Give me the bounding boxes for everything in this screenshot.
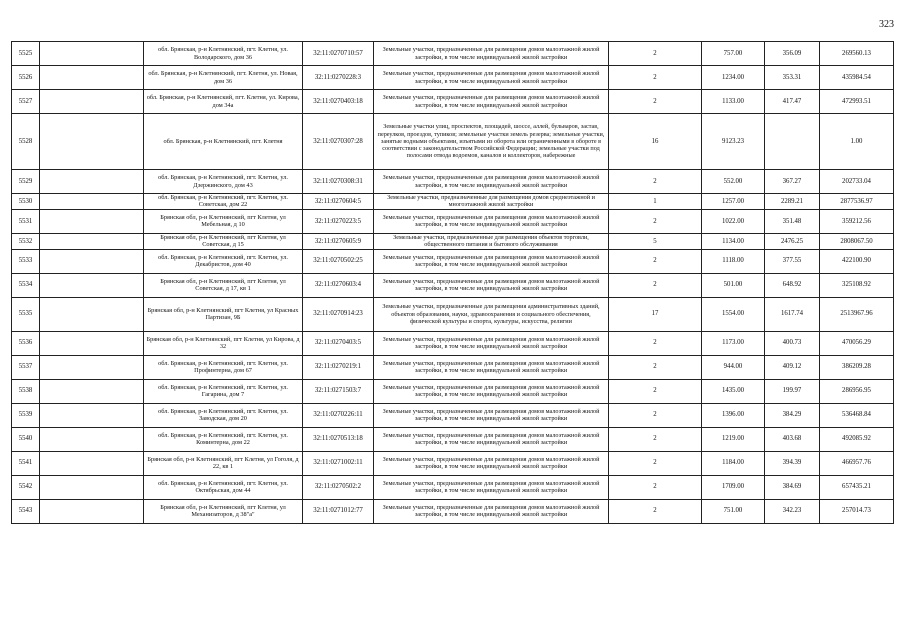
use-group-cell: 2 (609, 170, 702, 194)
area-cell: 757.00 (702, 42, 765, 66)
cadastral-number-cell: 32:11:0270502:2 (303, 475, 374, 499)
table-row (12, 451, 894, 475)
address-cell: обл. Брянская, р-н Клетнянский, пгт. Клетня, ул. Октябрьская, дом 44 (144, 475, 303, 499)
specific-value-cell: 417.47 (765, 90, 820, 114)
use-group-cell: 2 (609, 42, 702, 66)
blank-cell (40, 90, 144, 114)
use-group-cell: 2 (609, 403, 702, 427)
area-cell: 501.00 (702, 273, 765, 297)
row-number-cell: 5529 (12, 170, 40, 194)
cadastral-number-cell: 32:11:0271503:7 (303, 379, 374, 403)
table-row (12, 403, 894, 427)
cadastral-number-cell: 32:11:0270605:9 (303, 233, 374, 249)
table-row (12, 194, 894, 210)
address-cell: обл. Брянская, р-н Клетнянский, пгт. Клетня, ул. Володарского, дом 36 (144, 42, 303, 66)
row-number-cell: 5536 (12, 331, 40, 355)
specific-value-cell: 356.09 (765, 42, 820, 66)
use-group-cell: 2 (609, 90, 702, 114)
specific-value-cell: 353.31 (765, 66, 820, 90)
row-number-cell: 5539 (12, 403, 40, 427)
blank-cell (40, 249, 144, 273)
specific-value-cell: 351.48 (765, 209, 820, 233)
table-row (12, 233, 894, 249)
cadastral-number-cell: 32:11:0270914:23 (303, 297, 374, 331)
cadastral-value-cell: 202733.04 (820, 170, 894, 194)
cadastral-value-cell: 2877536.97 (820, 194, 894, 210)
land-use-cell: Земельные участки, предназначенные для размещения домов малоэтажной жилой застройки, в том числе индивидуальной жилой застройки (374, 403, 609, 427)
address-cell: обл. Брянская, р-н Клетнянский, пгт. Клетня, ул. Кирова, дом 34а (144, 90, 303, 114)
use-group-cell: 16 (609, 114, 702, 170)
cadastral-number-cell: 32:11:0270228:3 (303, 66, 374, 90)
cadastral-value-cell: 435984.54 (820, 66, 894, 90)
row-number-cell: 5537 (12, 355, 40, 379)
land-use-cell: Земельные участки, предназначенные для размещения домов малоэтажной жилой застройки, в том числе индивидуальной жилой застройки (374, 249, 609, 273)
land-use-cell: Земельные участки, предназначенные для размещения домов малоэтажной жилой застройки, в том числе индивидуальной жилой застройки (374, 273, 609, 297)
cadastral-value-table (11, 41, 894, 524)
specific-value-cell: 377.55 (765, 249, 820, 273)
blank-cell (40, 451, 144, 475)
address-cell: Брянская обл, р-н Клетнянский, пгт Клетня, ул Мебельная, д 10 (144, 209, 303, 233)
address-cell: обл. Брянская, р-н Клетнянский, пгт. Клетня, ул. Советская, дом 22 (144, 194, 303, 210)
land-use-cell: Земельные участки, предназначенные для размещения домов малоэтажной жилой застройки, в том числе индивидуальной жилой застройки (374, 209, 609, 233)
blank-cell (40, 475, 144, 499)
address-cell: обл. Брянская, р-н Клетнянский, пгт. Клетня, ул. Новая, дом 36 (144, 66, 303, 90)
cadastral-number-cell: 32:11:0270403:5 (303, 331, 374, 355)
row-number-cell: 5534 (12, 273, 40, 297)
row-number-cell: 5538 (12, 379, 40, 403)
specific-value-cell: 384.69 (765, 475, 820, 499)
specific-value-cell: 384.29 (765, 403, 820, 427)
table-row (12, 170, 894, 194)
area-cell: 1118.00 (702, 249, 765, 273)
area-cell: 1022.00 (702, 209, 765, 233)
table-row (12, 427, 894, 451)
table-row (12, 114, 894, 170)
table-row (12, 331, 894, 355)
cadastral-number-cell: 32:11:0270513:18 (303, 427, 374, 451)
land-use-cell: Земельные участки, предназначенные для размещения домов малоэтажной жилой застройки, в том числе индивидуальной жилой застройки (374, 451, 609, 475)
land-use-cell: Земельные участки, предназначенные для размещения домов среднеэтажной и многоэтажной жилой застройки (374, 194, 609, 210)
land-use-cell: Земельные участки, предназначенные для размещения домов малоэтажной жилой застройки, в том числе индивидуальной жилой застройки (374, 66, 609, 90)
cadastral-value-cell: 1.00 (820, 114, 894, 170)
cadastral-number-cell: 32:11:0270308:31 (303, 170, 374, 194)
area-cell: 1396.00 (702, 403, 765, 427)
table-row (12, 475, 894, 499)
area-cell: 1184.00 (702, 451, 765, 475)
blank-cell (40, 403, 144, 427)
cadastral-value-cell: 536468.84 (820, 403, 894, 427)
land-use-cell: Земельные участки, предназначенные для размещения домов малоэтажной жилой застройки, в том числе индивидуальной жилой застройки (374, 499, 609, 523)
row-number-cell: 5533 (12, 249, 40, 273)
cadastral-number-cell: 32:11:0270219:1 (303, 355, 374, 379)
cadastral-value-cell: 472993.51 (820, 90, 894, 114)
cadastral-number-cell: 32:11:0270603:4 (303, 273, 374, 297)
blank-cell (40, 66, 144, 90)
address-cell: Брянская обл, р-н Клетнянский, пгт Клетня, ул Красных Партизан, 9Б (144, 297, 303, 331)
use-group-cell: 2 (609, 379, 702, 403)
cadastral-value-cell: 359212.56 (820, 209, 894, 233)
specific-value-cell: 367.27 (765, 170, 820, 194)
blank-cell (40, 331, 144, 355)
use-group-cell: 2 (609, 451, 702, 475)
land-use-cell: Земельные участки, предназначенные для размещения домов малоэтажной жилой застройки, в том числе индивидуальной жилой застройки (374, 42, 609, 66)
use-group-cell: 2 (609, 273, 702, 297)
land-use-cell: Земельные участки, предназначенные для размещения административных зданий, объектов образования, науки, здравоохранения и социального обеспечения, физической культуры и спорта, культуры, искусства, религии (374, 297, 609, 331)
use-group-cell: 5 (609, 233, 702, 249)
use-group-cell: 2 (609, 331, 702, 355)
table-row (12, 379, 894, 403)
area-cell: 1435.00 (702, 379, 765, 403)
row-number-cell: 5530 (12, 194, 40, 210)
cadastral-number-cell: 32:11:0270223:5 (303, 209, 374, 233)
address-cell: обл. Брянская, р-н Клетнянский, пгт. Клетня, ул. Заводская, дом 20 (144, 403, 303, 427)
cadastral-value-cell: 257014.73 (820, 499, 894, 523)
row-number-cell: 5526 (12, 66, 40, 90)
blank-cell (40, 297, 144, 331)
blank-cell (40, 233, 144, 249)
specific-value-cell: 648.92 (765, 273, 820, 297)
blank-cell (40, 427, 144, 451)
address-cell: обл. Брянская, р-н Клетнянский, пгт. Клетня, ул. Коминтерна, дом 22 (144, 427, 303, 451)
address-cell: Брянская обл, р-н Клетнянский, пгт Клетня, ул Советская, д 15 (144, 233, 303, 249)
cadastral-value-cell: 325108.92 (820, 273, 894, 297)
use-group-cell: 2 (609, 209, 702, 233)
area-cell: 944.00 (702, 355, 765, 379)
blank-cell (40, 273, 144, 297)
area-cell: 1133.00 (702, 90, 765, 114)
land-use-cell: Земельные участки, предназначенные для размещения объектов торговли, общественного питания и бытового обслуживания (374, 233, 609, 249)
cadastral-number-cell: 32:11:0270604:5 (303, 194, 374, 210)
address-cell: обл. Брянская, р-н Клетнянский, пгт. Клетня, ул. Гагарина, дом 7 (144, 379, 303, 403)
row-number-cell: 5528 (12, 114, 40, 170)
cadastral-number-cell: 32:11:0270307:28 (303, 114, 374, 170)
address-cell: Брянская обл, р-н Клетнянский, пгт Клетня, ул Механизаторов, д 38"а" (144, 499, 303, 523)
address-cell: Брянская обл, р-н Клетнянский, пгт Клетня, ул Кирова, д 32 (144, 331, 303, 355)
address-cell: Брянская обл, р-н Клетнянский, пгт Клетня, ул Гоголя, д 22, кв 1 (144, 451, 303, 475)
table-row (12, 499, 894, 523)
use-group-cell: 2 (609, 427, 702, 451)
address-cell: Брянская обл, р-н Клетнянский, пгт Клетня, ул Советская, д 17, кв 1 (144, 273, 303, 297)
specific-value-cell (765, 114, 820, 170)
area-cell: 751.00 (702, 499, 765, 523)
use-group-cell: 1 (609, 194, 702, 210)
cadastral-value-cell: 466957.76 (820, 451, 894, 475)
table-row (12, 209, 894, 233)
land-use-cell: Земельные участки, предназначенные для размещения домов малоэтажной жилой застройки, в том числе индивидуальной жилой застройки (374, 331, 609, 355)
use-group-cell: 2 (609, 475, 702, 499)
blank-cell (40, 194, 144, 210)
use-group-cell: 2 (609, 499, 702, 523)
land-use-cell: Земельные участки, предназначенные для размещения домов малоэтажной жилой застройки, в том числе индивидуальной жилой застройки (374, 90, 609, 114)
blank-cell (40, 114, 144, 170)
cadastral-value-cell: 492085.92 (820, 427, 894, 451)
cadastral-number-cell: 32:11:0270710:57 (303, 42, 374, 66)
cadastral-value-cell: 422100.90 (820, 249, 894, 273)
land-use-cell: Земельные участки, предназначенные для размещения домов малоэтажной жилой застройки, в том числе индивидуальной жилой застройки (374, 170, 609, 194)
cadastral-value-cell: 269560.13 (820, 42, 894, 66)
row-number-cell: 5540 (12, 427, 40, 451)
specific-value-cell: 394.39 (765, 451, 820, 475)
area-cell: 9123.23 (702, 114, 765, 170)
blank-cell (40, 170, 144, 194)
row-number-cell: 5542 (12, 475, 40, 499)
cadastral-number-cell: 32:11:0271012:77 (303, 499, 374, 523)
specific-value-cell: 403.68 (765, 427, 820, 451)
blank-cell (40, 379, 144, 403)
specific-value-cell: 1617.74 (765, 297, 820, 331)
cadastral-value-cell: 2513967.96 (820, 297, 894, 331)
land-use-cell: Земельные участки, предназначенные для размещения домов малоэтажной жилой застройки, в том числе индивидуальной жилой застройки (374, 475, 609, 499)
cadastral-value-cell: 2808067.50 (820, 233, 894, 249)
area-cell: 552.00 (702, 170, 765, 194)
row-number-cell: 5532 (12, 233, 40, 249)
row-number-cell: 5525 (12, 42, 40, 66)
land-use-cell: Земельные участки, предназначенные для размещения домов малоэтажной жилой застройки, в том числе индивидуальной жилой застройки (374, 427, 609, 451)
blank-cell (40, 499, 144, 523)
address-cell: обл. Брянская, р-н Клетнянский, пгт. Клетня, ул. Дзержинского, дом 43 (144, 170, 303, 194)
land-use-cell: Земельные участки улиц, проспектов, площадей, шоссе, аллей, бульваров, застав, переулков, проездов, тупиков; земельные участки земель резерва; земельные участки, занятые водными объектами, изъятыми из оборота или ограниченными в обороте в соответствии с законодательством Российской Федерации; земельные участки под полосами отвода водоемов, каналов и коллекторов, набережные (374, 114, 609, 170)
use-group-cell: 2 (609, 249, 702, 273)
area-cell: 1257.00 (702, 194, 765, 210)
specific-value-cell: 400.73 (765, 331, 820, 355)
table-row (12, 66, 894, 90)
land-use-cell: Земельные участки, предназначенные для размещения домов малоэтажной жилой застройки, в том числе индивидуальной жилой застройки (374, 379, 609, 403)
use-group-cell: 2 (609, 355, 702, 379)
cadastral-number-cell: 32:11:0270403:18 (303, 90, 374, 114)
cadastral-value-cell: 470056.29 (820, 331, 894, 355)
land-use-cell: Земельные участки, предназначенные для размещения домов малоэтажной жилой застройки, в том числе индивидуальной жилой застройки (374, 355, 609, 379)
row-number-cell: 5535 (12, 297, 40, 331)
specific-value-cell: 2476.25 (765, 233, 820, 249)
cadastral-value-cell: 286956.95 (820, 379, 894, 403)
table-row (12, 249, 894, 273)
address-cell: обл. Брянская, р-н Клетнянский, пгт. Клетня (144, 114, 303, 170)
page-number: 323 (879, 19, 894, 30)
area-cell: 1134.00 (702, 233, 765, 249)
specific-value-cell: 342.23 (765, 499, 820, 523)
table-row (12, 273, 894, 297)
specific-value-cell: 409.12 (765, 355, 820, 379)
cadastral-number-cell: 32:11:0270226:11 (303, 403, 374, 427)
row-number-cell: 5541 (12, 451, 40, 475)
table-row (12, 42, 894, 66)
specific-value-cell: 2289.21 (765, 194, 820, 210)
area-cell: 1709.00 (702, 475, 765, 499)
cadastral-number-cell: 32:11:0271002:11 (303, 451, 374, 475)
address-cell: обл. Брянская, р-н Клетнянский, пгт. Клетня, ул. Декабристов, дом 40 (144, 249, 303, 273)
row-number-cell: 5543 (12, 499, 40, 523)
specific-value-cell: 199.97 (765, 379, 820, 403)
address-cell: обл. Брянская, р-н Клетнянский, пгт. Клетня, ул. Профинтерна, дом 67 (144, 355, 303, 379)
blank-cell (40, 209, 144, 233)
area-cell: 1234.00 (702, 66, 765, 90)
use-group-cell: 17 (609, 297, 702, 331)
table-row (12, 90, 894, 114)
table-row (12, 355, 894, 379)
area-cell: 1173.00 (702, 331, 765, 355)
blank-cell (40, 355, 144, 379)
cadastral-value-cell: 657435.21 (820, 475, 894, 499)
use-group-cell: 2 (609, 66, 702, 90)
row-number-cell: 5531 (12, 209, 40, 233)
cadastral-value-cell: 386209.28 (820, 355, 894, 379)
cadastral-number-cell: 32:11:0270502:25 (303, 249, 374, 273)
table-row (12, 297, 894, 331)
blank-cell (40, 42, 144, 66)
row-number-cell: 5527 (12, 90, 40, 114)
area-cell: 1219.00 (702, 427, 765, 451)
area-cell: 1554.00 (702, 297, 765, 331)
